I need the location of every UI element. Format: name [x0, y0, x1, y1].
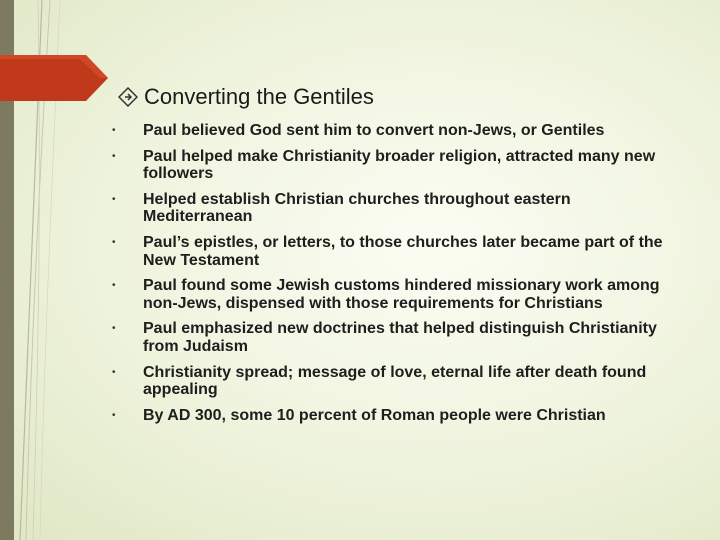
bullet-text: Paul found some Jewish customs hindered missionary work among non-Jews, dispensed with those requirements for Christians — [143, 277, 660, 312]
accent-tab — [0, 55, 108, 101]
bullet-item — [112, 364, 672, 399]
bullet-dot: • — [112, 366, 116, 378]
bullet-item — [112, 320, 672, 355]
bullet-dot: • — [112, 323, 116, 335]
bullet-item — [112, 277, 672, 312]
bullet-dot: • — [112, 150, 116, 162]
slide-title — [118, 84, 374, 110]
bullet-text: Christianity spread; message of love, eternal life after death found appealing — [143, 363, 647, 399]
bullet-dot: • — [112, 193, 116, 205]
bullet-item — [112, 234, 672, 269]
bullet-text: By AD 300, some 10 percent of Roman people were Christian — [143, 406, 606, 424]
bullet-dot: • — [112, 409, 116, 421]
bullet-item — [112, 148, 672, 183]
bullet-item — [112, 191, 672, 226]
bullet-list — [112, 122, 672, 433]
bullet-dot: • — [112, 125, 116, 136]
bullet-text: Paul emphasized new doctrines that helped distinguish Christianity from Judaism — [143, 320, 657, 355]
bullet-text: Paul’s epistles, or letters, to those churches later became part of the New Testament — [143, 234, 663, 269]
bullet-dot: • — [112, 237, 116, 249]
bullet-item — [112, 407, 672, 425]
bullet-item — [112, 122, 672, 140]
bullet-dot: • — [112, 280, 116, 292]
slide-title-text: Converting the Gentiles — [144, 84, 374, 109]
bullet-text: Paul helped make Christianity broader religion, attracted many new followers — [143, 147, 656, 183]
bullet-text: Helped establish Christian churches throughout eastern Mediterranean — [143, 190, 571, 226]
bullet-text: Paul believed God sent him to convert non-Jews, or Gentiles — [143, 122, 605, 139]
diamond-arrow-icon — [118, 87, 138, 107]
